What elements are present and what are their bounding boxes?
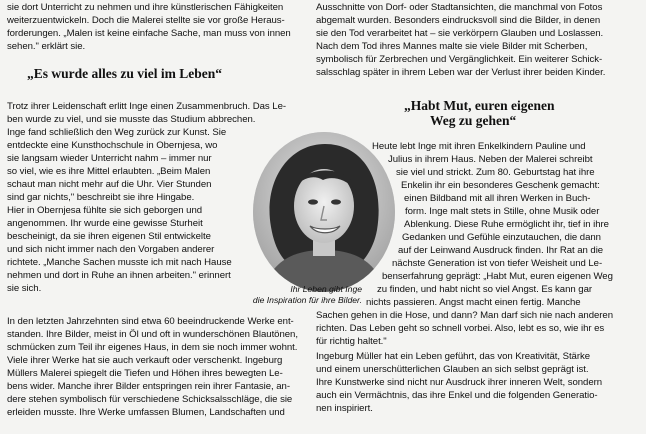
text-line: sie langsam wieder Unterricht nahm – immer nur xyxy=(7,153,212,164)
text-line: nen inspiriert. xyxy=(316,403,373,414)
text-line: Trotz ihrer Leidenschaft erlitt Inge einen Zusammenbruch. Das Le- xyxy=(7,101,287,112)
text-line: nächste Generation ist von tiefer Weisheit und Le- xyxy=(392,258,603,269)
text-line: auf der Leinwand Ausdruck finden. Ihr Rat an die xyxy=(398,245,604,256)
text-line: salsschlag später in ihrem Leben war der Verlust ihrer beiden Kinder. xyxy=(316,67,606,78)
text-line: nehmen und dort in Ruhe an ihnen arbeiten." erinnert xyxy=(7,270,231,281)
text-line: standen. Ihre Bilder, meist in Öl und oft in wunderschönen Blautönen, xyxy=(7,329,298,340)
text-line: sie den Tod verarbeitet hat – sie verkörpern Glauben und Loslassen. xyxy=(316,28,604,39)
text-line: In den letzten Jahrzehnten sind etwa 60 beeindruckende Werke ent- xyxy=(7,316,294,327)
text-line: ben wurde zu viel, und sie musste das Studium abbrechen. xyxy=(7,114,256,125)
text-line: auch ein Vermächtnis, das ihre Enkel und die folgenden Generatio- xyxy=(316,390,598,401)
text-line: richtete. „Manche Sachen musste ich mit nach Hause xyxy=(7,257,232,268)
text-line: weiterzuentwickeln. Doch die Malerei stellte sie vor große Heraus- xyxy=(7,15,285,26)
section-heading: „Habt Mut, euren eigenen xyxy=(404,98,555,113)
text-line: Enkelin ihr ein besonderes Geschenk gemacht: xyxy=(401,180,600,191)
text-line: richten. Das Leben geht so schnell vorbei. Also, lebt es so, wie ihr es xyxy=(316,323,605,334)
text-line: Julius in ihrem Haus. Neben der Malerei schreibt xyxy=(388,154,593,165)
text-line: bescheinigt, da sie ihren eigenen Stil entwickelte xyxy=(7,231,211,242)
text-line: abgemalt wurden. Besonders eindrucksvoll sind die Bilder, in denen xyxy=(316,15,601,26)
text-line: schaut man nicht mehr auf die Uhr. Vier Stunden xyxy=(7,179,212,190)
text-line: für richtig haltet." xyxy=(316,336,387,347)
text-line: entdeckte eine Kunsthochschule in Obernjesa, wo xyxy=(7,140,218,151)
text-line: symbolisch für Zerbrechen und Vergänglichkeit. Ein weiterer Schick- xyxy=(316,54,603,65)
text-line: sie viel und strickt. Zum 80. Geburtstag hat ihre xyxy=(396,167,595,178)
text-line: sehen." erklärt sie. xyxy=(7,41,86,52)
text-line: Viele ihrer Werke hat sie auch verkauft oder verschenkt. Ingeburg xyxy=(7,355,283,366)
text-line: einen Bildband mit all ihren Werken in Buch- xyxy=(404,193,591,204)
text-line: Gedanken und Gefühle einzutauchen, die dann xyxy=(402,232,601,243)
text-line: Hier in Obernjesa fühlte sie sich geborgen und xyxy=(7,205,203,216)
text-line: und sich nicht immer nach den Vorgaben anderer xyxy=(7,244,215,255)
text-line: Müllers Malerei spiegelt die Tiefen und Höhen ihres bewegten Le- xyxy=(7,368,283,379)
text-line: Nach dem Tod ihres Mannes malte sie viele Bilder mit Scherben, xyxy=(316,41,588,52)
photo-caption: die Inspiration für ihre Bilder. xyxy=(252,295,362,305)
text-line: Ablenkung. Diese Ruhe ermöglicht ihr, tief in ihre xyxy=(404,219,609,230)
text-line: Inge fand schließlich den Weg zurück zur Kunst. Sie xyxy=(7,127,227,138)
text-line: form. Inge malt stets in Stille, ohne Musik oder xyxy=(405,206,600,217)
text-line: Ingeburg Müller hat ein Leben geführt, das von Kreativität, Stärke xyxy=(316,351,591,362)
text-line: erleiden musste. Ihre Werke umfassen Blumen, Landschaften und xyxy=(7,407,285,418)
text-line: dere stehen symbolisch für verschiedene Schicksalsschläge, die sie xyxy=(7,394,293,405)
text-line: Sachen gehen in die Hose, und dann? Man darf sich nie nach anderen xyxy=(316,310,613,321)
text-line: schmücken zum Teil ihr eigenes Haus, in dem sie noch immer wohnt. xyxy=(7,342,298,353)
text-line: forderungen. „Malen ist keine einfache Sache, man muss von innen xyxy=(7,28,291,39)
text-line: so viel, wie es ihre Mittel erlaubten. „Beim Malen xyxy=(7,166,211,177)
text-line: zu finden, und habt nicht so viel Angst. Es kann gar xyxy=(377,284,592,295)
text-line: Ihre Kunstwerke sind nicht nur Ausdruck ihrer inneren Welt, sondern xyxy=(316,377,603,388)
text-line: benserfahrung geprägt: „Habt Mut, euren eigenen Weg xyxy=(382,271,613,282)
text-line: nichts passieren. Angst macht einen fertig. Manche xyxy=(366,297,581,308)
text-line: sind gar nichts," beschreibt sie ihre Hingabe. xyxy=(7,192,195,203)
portrait-photo xyxy=(253,132,395,292)
photo-caption: Ihr Leben gibt Inge xyxy=(290,284,362,294)
text-line: und einem unerschütterlichen Glauben an sich selbst geprägt ist. xyxy=(316,364,589,375)
section-heading: „Es wurde alles zu viel im Leben“ xyxy=(27,66,222,81)
text-line: angenommen. Ihr wurde eine gewisse Sturheit xyxy=(7,218,203,229)
text-line: sie sich. xyxy=(7,283,42,294)
text-line: Heute lebt Inge mit ihren Enkelkindern Pauline und xyxy=(372,141,586,152)
section-heading: Weg zu gehen“ xyxy=(430,113,517,128)
portrait-image xyxy=(253,132,395,292)
text-line: bens wider. Manche ihrer Bilder entspringen rein ihrer Fantasie, an- xyxy=(7,381,290,392)
text-line: sie dort Unterricht zu nehmen und ihre künstlerischen Fähigkeiten xyxy=(7,2,284,13)
text-line: Ausschnitte von Dorf- oder Stadtansichten, die manchmal von Fotos xyxy=(316,2,603,13)
